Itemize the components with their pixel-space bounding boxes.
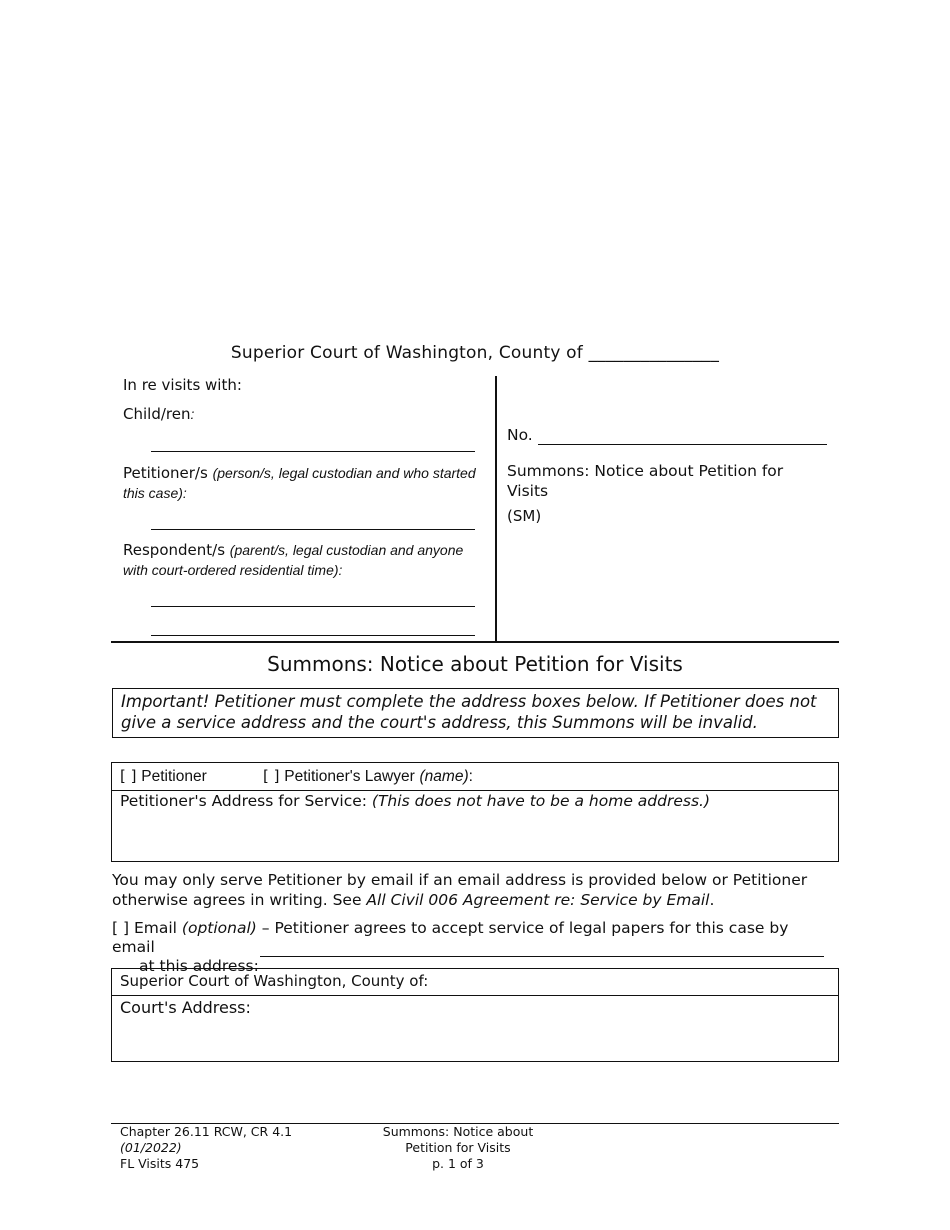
footer-form-id: FL Visits 475 [120, 1156, 200, 1171]
email-paragraph-text: You may only serve Petitioner by email if an email address is provided below or Petitioner otherwise agrees in writing. See [112, 871, 808, 909]
footer-left [120, 1124, 292, 1172]
court-address-label: Court's Address: [120, 998, 251, 1017]
children-name-line[interactable] [151, 451, 475, 452]
page-title: Summons: Notice about Petition for Visits [267, 652, 683, 676]
footer-revision: (01/2022) [120, 1140, 182, 1155]
respondent-label-group [123, 540, 483, 580]
petitioner-option[interactable] [120, 767, 207, 786]
email-address-label: at this address: [139, 957, 259, 975]
case-number-line[interactable] [538, 444, 827, 445]
email-label: Email [133, 919, 177, 937]
footer-title-1: Summons: Notice about [382, 1124, 534, 1139]
service-address-label-group [120, 792, 710, 810]
petitioner-name-line[interactable] [151, 529, 475, 530]
respondent-name-line-2[interactable] [151, 635, 475, 636]
court-county-label: Superior Court of Washington, County of: [120, 972, 429, 990]
court-address-box [111, 968, 839, 1062]
email-paragraph-end: . [709, 891, 715, 909]
court-county-row [112, 969, 838, 996]
petitioner-address-box [111, 762, 839, 862]
doc-code: (SM) [507, 507, 542, 525]
in-re-label: In re visits with: [123, 376, 242, 394]
respondent-label: Respondent/s [123, 541, 226, 559]
children-label: Child/ren [123, 405, 191, 423]
lawyer-option-label: Petitioner's Lawyer [284, 768, 415, 785]
footer-page-number: p. 1 of 3 [432, 1156, 484, 1171]
respondent-name-line-1[interactable] [151, 606, 475, 607]
caption-bottom-rule [111, 641, 839, 643]
email-service-paragraph [112, 870, 832, 910]
petitioner-checkbox[interactable]: [ ] [120, 767, 137, 785]
petitioner-option-row [112, 763, 838, 791]
lawyer-colon: : [468, 768, 473, 785]
footer-center [358, 1124, 558, 1172]
lawyer-name-hint: (name) [419, 768, 469, 785]
lawyer-checkbox[interactable]: [ ] [263, 767, 280, 785]
petitioner-hint: (person/s, legal custodian and who started this case): [123, 465, 476, 501]
caption-divider [495, 376, 497, 642]
doc-title-caption: Summons: Notice about Petition for Visits [507, 462, 784, 500]
case-number-label: No. [507, 426, 533, 444]
footer-law-ref: Chapter 26.11 RCW, CR 4.1 [120, 1124, 293, 1139]
agreement-reference: All Civil 006 Agreement re: Service by Email [366, 891, 710, 909]
important-notice: Important! Petitioner must complete the address boxes below. If Petitioner does not give a service address and the court's address, this Summons will be invalid. [112, 688, 839, 738]
children-label-group [123, 405, 194, 423]
email-address-line[interactable] [260, 956, 824, 957]
lawyer-option[interactable] [263, 767, 473, 786]
email-optional: (optional) [181, 919, 257, 937]
footer-title-2: Petition for Visits [405, 1140, 511, 1155]
court-title: Superior Court of Washington, County of _______________ [230, 343, 720, 363]
service-address-hint: (This does not have to be a home address.) [371, 792, 710, 810]
children-colon: : [190, 406, 195, 422]
petitioner-label-group [123, 463, 483, 503]
petitioner-label: Petitioner/s [123, 464, 208, 482]
petitioner-option-label: Petitioner [141, 768, 207, 785]
email-checkbox[interactable]: [ ] [112, 919, 130, 937]
respondent-hint: (parent/s, legal custodian and anyone with court-ordered residential time): [123, 542, 464, 578]
service-address-label: Petitioner's Address for Service: [120, 792, 367, 810]
email-option-text: – Petitioner agrees to accept service of legal papers for this case by email [112, 919, 789, 956]
